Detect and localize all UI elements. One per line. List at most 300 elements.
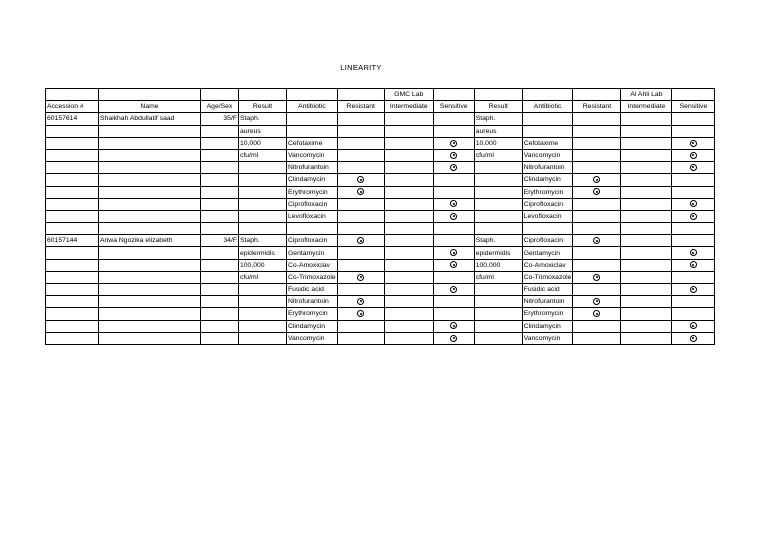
- header-accession: Accession #: [46, 101, 99, 113]
- alahli-intermediate-cell: [621, 149, 672, 161]
- alahli-result-cell: [474, 296, 522, 308]
- gmc-intermediate-cell: [384, 198, 433, 210]
- gmc-sensitive-cell: [433, 308, 474, 320]
- gmc-intermediate-cell: [384, 235, 433, 247]
- table-row: [46, 162, 715, 174]
- linearity-table: [45, 88, 715, 345]
- alahli-resistant-cell: [573, 296, 621, 308]
- alahli-result-cell: [474, 284, 522, 296]
- gmc-result-cell: 10,000: [239, 137, 287, 149]
- table-row: [46, 198, 715, 210]
- gmc-antibiotic-cell: Gentamycin: [287, 247, 338, 259]
- age-sex-cell: 35/F: [201, 113, 239, 125]
- alahli-resistant-cell: [573, 259, 621, 271]
- age-sex-cell: [201, 137, 239, 149]
- alahli-result-cell: [474, 198, 522, 210]
- alahli-intermediate-cell: [621, 284, 672, 296]
- alahli-sensitive-cell: [672, 284, 715, 296]
- alahli-antibiotic-cell: Clindamycin: [522, 320, 573, 332]
- gmc-intermediate-cell: [384, 332, 433, 344]
- accession-cell: [46, 125, 99, 137]
- alahli-resistant-cell: [573, 332, 621, 344]
- patient-name-cell: [99, 186, 201, 198]
- gmc-antibiotic-cell: [287, 125, 338, 137]
- gmc-result-cell: [239, 296, 287, 308]
- alahli-result-cell: [474, 174, 522, 186]
- alahli-sensitive-cell: [672, 332, 715, 344]
- result-mark-icon: [593, 274, 600, 281]
- gmc-intermediate-cell: [384, 149, 433, 161]
- alahli-result-cell: [474, 223, 522, 235]
- gmc-sensitive-cell: [433, 320, 474, 332]
- gmc-antibiotic-cell: Fusidic acid: [287, 284, 338, 296]
- alahli-sensitive-cell: [672, 198, 715, 210]
- patient-name-cell: [99, 210, 201, 222]
- gmc-resistant-cell: [337, 235, 384, 247]
- alahli-intermediate-cell: [621, 137, 672, 149]
- gmc-intermediate-cell: [384, 125, 433, 137]
- gmc-resistant-cell: [337, 284, 384, 296]
- alahli-antibiotic-cell: Levofloxacin: [522, 210, 573, 222]
- gmc-antibiotic-cell: Vancomycin: [287, 149, 338, 161]
- alahli-resistant-cell: [573, 210, 621, 222]
- alahli-antibiotic-cell: Vancomycin: [522, 149, 573, 161]
- accession-cell: [46, 137, 99, 149]
- alahli-sensitive-cell: [672, 113, 715, 125]
- header-result-2: Result: [474, 101, 522, 113]
- alahli-antibiotic-cell: Co-Amoxiclav: [522, 259, 573, 271]
- alahli-resistant-cell: [573, 162, 621, 174]
- alahli-result-cell: [474, 186, 522, 198]
- gmc-resistant-cell: [337, 223, 384, 235]
- accession-cell: [46, 210, 99, 222]
- alahli-antibiotic-cell: [522, 113, 573, 125]
- alahli-intermediate-cell: [621, 320, 672, 332]
- gmc-antibiotic-cell: Erythromycin: [287, 308, 338, 320]
- age-sex-cell: [201, 174, 239, 186]
- alahli-intermediate-cell: [621, 174, 672, 186]
- result-mark-icon: [357, 298, 364, 305]
- result-mark-icon: [690, 261, 697, 268]
- accession-cell: 60157144: [46, 235, 99, 247]
- patient-name-cell: [99, 259, 201, 271]
- alahli-sensitive-cell: [672, 149, 715, 161]
- gmc-result-cell: 100,000: [239, 259, 287, 271]
- result-mark-icon: [593, 188, 600, 195]
- result-mark-icon: [690, 152, 697, 159]
- alahli-sensitive-cell: [672, 308, 715, 320]
- result-mark-icon: [357, 176, 364, 183]
- patient-name-cell: [99, 162, 201, 174]
- alahli-antibiotic-cell: Ciprofloxacin: [522, 198, 573, 210]
- gmc-resistant-cell: [337, 137, 384, 149]
- accession-cell: [46, 247, 99, 259]
- alahli-sensitive-cell: [672, 210, 715, 222]
- result-mark-icon: [450, 322, 457, 329]
- gmc-result-cell: [239, 223, 287, 235]
- result-mark-icon: [450, 152, 457, 159]
- age-sex-cell: [201, 186, 239, 198]
- patient-name-cell: [99, 332, 201, 344]
- age-sex-cell: [201, 332, 239, 344]
- gmc-intermediate-cell: [384, 296, 433, 308]
- gmc-intermediate-cell: [384, 210, 433, 222]
- result-mark-icon: [593, 176, 600, 183]
- alahli-sensitive-cell: [672, 235, 715, 247]
- result-mark-icon: [450, 140, 457, 147]
- patient-name-cell: [99, 308, 201, 320]
- gmc-resistant-cell: [337, 186, 384, 198]
- age-sex-cell: [201, 296, 239, 308]
- alahli-intermediate-cell: [621, 162, 672, 174]
- table-row: [46, 284, 715, 296]
- gmc-antibiotic-cell: Erythromycin: [287, 186, 338, 198]
- alahli-sensitive-cell: [672, 247, 715, 259]
- gmc-intermediate-cell: [384, 259, 433, 271]
- gmc-intermediate-cell: [384, 174, 433, 186]
- gmc-resistant-cell: [337, 149, 384, 161]
- result-mark-icon: [450, 164, 457, 171]
- alahli-resistant-cell: [573, 113, 621, 125]
- patient-name-cell: [99, 320, 201, 332]
- age-sex-cell: [201, 223, 239, 235]
- patient-name-cell: [99, 247, 201, 259]
- patient-name-cell: Shaikhah Abdullatif saad: [99, 113, 201, 125]
- patient-name-cell: [99, 223, 201, 235]
- accession-cell: [46, 223, 99, 235]
- age-sex-cell: [201, 308, 239, 320]
- page-title: LINEARITY: [340, 63, 382, 72]
- header-intermediate: Intermediate: [384, 101, 433, 113]
- lab-header-row: [46, 89, 715, 101]
- gmc-intermediate-cell: [384, 284, 433, 296]
- gmc-result-cell: [239, 174, 287, 186]
- alahli-intermediate-cell: [621, 186, 672, 198]
- age-sex-cell: 34/F: [201, 235, 239, 247]
- age-sex-cell: [201, 210, 239, 222]
- alahli-result-cell: [474, 320, 522, 332]
- gmc-result-cell: cfu/ml: [239, 271, 287, 283]
- age-sex-cell: [201, 198, 239, 210]
- alahli-intermediate-cell: [621, 259, 672, 271]
- table-row: [46, 296, 715, 308]
- gmc-resistant-cell: [337, 174, 384, 186]
- header-intermediate-2: Intermediate: [621, 101, 672, 113]
- gmc-resistant-cell: [337, 308, 384, 320]
- alahli-result-cell: aureus: [474, 125, 522, 137]
- gmc-sensitive-cell: [433, 284, 474, 296]
- alahli-antibiotic-cell: Nitrofurantoin: [522, 162, 573, 174]
- patient-name-cell: [99, 284, 201, 296]
- result-mark-icon: [357, 237, 364, 244]
- gmc-antibiotic-cell: Co-Trimoxazole: [287, 271, 338, 283]
- alahli-antibiotic-cell: Gentamycin: [522, 247, 573, 259]
- table-row: [46, 210, 715, 222]
- age-sex-cell: [201, 162, 239, 174]
- result-mark-icon: [450, 213, 457, 220]
- alahli-result-cell: Staph.: [474, 235, 522, 247]
- alahli-intermediate-cell: [621, 235, 672, 247]
- gmc-result-cell: [239, 186, 287, 198]
- gmc-sensitive-cell: [433, 271, 474, 283]
- alahli-resistant-cell: [573, 308, 621, 320]
- alahli-sensitive-cell: [672, 186, 715, 198]
- header-age-sex: Age/Sex: [201, 101, 239, 113]
- patient-name-cell: Ariwa Ngozika elizabeth: [99, 235, 201, 247]
- alahli-antibiotic-cell: Clindamycin: [522, 174, 573, 186]
- alahli-resistant-cell: [573, 149, 621, 161]
- table-row: [46, 125, 715, 137]
- alahli-antibiotic-cell: Vancomycin: [522, 332, 573, 344]
- table-row: [46, 308, 715, 320]
- gmc-sensitive-cell: [433, 113, 474, 125]
- gmc-resistant-cell: [337, 125, 384, 137]
- gmc-intermediate-cell: [384, 271, 433, 283]
- accession-cell: [46, 271, 99, 283]
- gmc-sensitive-cell: [433, 125, 474, 137]
- gmc-result-cell: [239, 284, 287, 296]
- result-mark-icon: [593, 298, 600, 305]
- alahli-intermediate-cell: [621, 332, 672, 344]
- gmc-result-cell: epidermidis: [239, 247, 287, 259]
- age-sex-cell: [201, 320, 239, 332]
- accession-cell: [46, 186, 99, 198]
- alahli-sensitive-cell: [672, 271, 715, 283]
- gmc-intermediate-cell: [384, 223, 433, 235]
- gmc-result-cell: [239, 198, 287, 210]
- alahli-intermediate-cell: [621, 271, 672, 283]
- alahli-result-cell: 100,000: [474, 259, 522, 271]
- alahli-antibiotic-cell: Nitrofurantoin: [522, 296, 573, 308]
- header-name: Name: [99, 101, 201, 113]
- gmc-result-cell: [239, 332, 287, 344]
- alahli-intermediate-cell: [621, 308, 672, 320]
- result-mark-icon: [690, 249, 697, 256]
- result-mark-icon: [450, 249, 457, 256]
- age-sex-cell: [201, 247, 239, 259]
- alahli-sensitive-cell: [672, 137, 715, 149]
- result-mark-icon: [690, 213, 697, 220]
- alahli-antibiotic-cell: Erythromycin: [522, 308, 573, 320]
- header-antibiotic-2: Antibiotic: [522, 101, 573, 113]
- gmc-antibiotic-cell: Nitrofurantoin: [287, 296, 338, 308]
- gmc-sensitive-cell: [433, 210, 474, 222]
- gmc-antibiotic-cell: Clindamycin: [287, 174, 338, 186]
- gmc-resistant-cell: [337, 320, 384, 332]
- accession-cell: [46, 259, 99, 271]
- gmc-lab-label: GMC Lab: [384, 89, 433, 101]
- result-mark-icon: [357, 188, 364, 195]
- result-mark-icon: [357, 310, 364, 317]
- gmc-intermediate-cell: [384, 162, 433, 174]
- alahli-result-cell: [474, 308, 522, 320]
- alahli-resistant-cell: [573, 186, 621, 198]
- gmc-result-cell: [239, 210, 287, 222]
- alahli-result-cell: [474, 162, 522, 174]
- alahli-intermediate-cell: [621, 125, 672, 137]
- table-row: [46, 137, 715, 149]
- alahli-resistant-cell: [573, 235, 621, 247]
- age-sex-cell: [201, 284, 239, 296]
- alahli-antibiotic-cell: Erythromycin: [522, 186, 573, 198]
- gmc-result-cell: Staph.: [239, 235, 287, 247]
- result-mark-icon: [690, 322, 697, 329]
- table-row: [46, 149, 715, 161]
- accession-cell: 60157614: [46, 113, 99, 125]
- alahli-sensitive-cell: [672, 162, 715, 174]
- result-mark-icon: [593, 237, 600, 244]
- gmc-intermediate-cell: [384, 137, 433, 149]
- table-row: [46, 271, 715, 283]
- table-row: [46, 247, 715, 259]
- gmc-antibiotic-cell: Clindamycin: [287, 320, 338, 332]
- gmc-sensitive-cell: [433, 259, 474, 271]
- gmc-antibiotic-cell: Cefotaxime: [287, 137, 338, 149]
- table-row: [46, 186, 715, 198]
- gmc-intermediate-cell: [384, 308, 433, 320]
- gmc-resistant-cell: [337, 162, 384, 174]
- patient-name-cell: [99, 137, 201, 149]
- header-antibiotic: Antibiotic: [287, 101, 338, 113]
- alahli-antibiotic-cell: [522, 223, 573, 235]
- patient-name-cell: [99, 125, 201, 137]
- alahli-intermediate-cell: [621, 198, 672, 210]
- alahli-resistant-cell: [573, 223, 621, 235]
- gmc-result-cell: Staph.: [239, 113, 287, 125]
- alahli-sensitive-cell: [672, 174, 715, 186]
- gmc-sensitive-cell: [433, 332, 474, 344]
- gmc-sensitive-cell: [433, 137, 474, 149]
- gmc-resistant-cell: [337, 271, 384, 283]
- gmc-result-cell: [239, 162, 287, 174]
- gmc-resistant-cell: [337, 210, 384, 222]
- result-mark-icon: [593, 310, 600, 317]
- table-row: [46, 113, 715, 125]
- gmc-resistant-cell: [337, 296, 384, 308]
- gmc-result-cell: [239, 320, 287, 332]
- gmc-antibiotic-cell: Levofloxacin: [287, 210, 338, 222]
- table-row: [46, 259, 715, 271]
- alahli-resistant-cell: [573, 284, 621, 296]
- result-mark-icon: [450, 261, 457, 268]
- alahli-lab-label: Al Ahli Lab: [621, 89, 672, 101]
- result-mark-icon: [690, 286, 697, 293]
- accession-cell: [46, 308, 99, 320]
- result-mark-icon: [357, 274, 364, 281]
- accession-cell: [46, 332, 99, 344]
- alahli-antibiotic-cell: Fusidic acid: [522, 284, 573, 296]
- result-mark-icon: [690, 200, 697, 207]
- alahli-result-cell: 10,000: [474, 137, 522, 149]
- alahli-result-cell: [474, 332, 522, 344]
- result-mark-icon: [450, 286, 457, 293]
- gmc-antibiotic-cell: Ciprofloxacin: [287, 235, 338, 247]
- gmc-sensitive-cell: [433, 235, 474, 247]
- header-result: Result: [239, 101, 287, 113]
- patient-name-cell: [99, 198, 201, 210]
- gmc-antibiotic-cell: Co-Amoxiclav: [287, 259, 338, 271]
- gmc-sensitive-cell: [433, 149, 474, 161]
- accession-cell: [46, 162, 99, 174]
- accession-cell: [46, 284, 99, 296]
- gmc-sensitive-cell: [433, 296, 474, 308]
- table-row: [46, 320, 715, 332]
- result-mark-icon: [690, 164, 697, 171]
- gmc-result-cell: cfu/ml: [239, 149, 287, 161]
- accession-cell: [46, 149, 99, 161]
- alahli-intermediate-cell: [621, 113, 672, 125]
- gmc-resistant-cell: [337, 247, 384, 259]
- alahli-resistant-cell: [573, 125, 621, 137]
- alahli-antibiotic-cell: Cefotaxime: [522, 137, 573, 149]
- alahli-result-cell: [474, 210, 522, 222]
- gmc-sensitive-cell: [433, 223, 474, 235]
- gmc-antibiotic-cell: Nitrofurantoin: [287, 162, 338, 174]
- age-sex-cell: [201, 271, 239, 283]
- gmc-intermediate-cell: [384, 320, 433, 332]
- alahli-sensitive-cell: [672, 320, 715, 332]
- alahli-result-cell: cfu/ml: [474, 149, 522, 161]
- gmc-sensitive-cell: [433, 198, 474, 210]
- gmc-result-cell: aureus: [239, 125, 287, 137]
- patient-name-cell: [99, 271, 201, 283]
- header-resistant-2: Resistant: [573, 101, 621, 113]
- alahli-resistant-cell: [573, 271, 621, 283]
- alahli-sensitive-cell: [672, 125, 715, 137]
- gmc-antibiotic-cell: Ciprofloxacin: [287, 198, 338, 210]
- table-row: [46, 332, 715, 344]
- alahli-resistant-cell: [573, 247, 621, 259]
- accession-cell: [46, 320, 99, 332]
- age-sex-cell: [201, 259, 239, 271]
- alahli-resistant-cell: [573, 174, 621, 186]
- result-mark-icon: [690, 140, 697, 147]
- gmc-intermediate-cell: [384, 247, 433, 259]
- alahli-antibiotic-cell: [522, 125, 573, 137]
- header-sensitive-2: Sensitive: [672, 101, 715, 113]
- result-mark-icon: [450, 200, 457, 207]
- table-row: [46, 174, 715, 186]
- age-sex-cell: [201, 125, 239, 137]
- gmc-intermediate-cell: [384, 113, 433, 125]
- result-mark-icon: [690, 335, 697, 342]
- table-row: [46, 223, 715, 235]
- alahli-sensitive-cell: [672, 259, 715, 271]
- patient-name-cell: [99, 149, 201, 161]
- accession-cell: [46, 198, 99, 210]
- age-sex-cell: [201, 149, 239, 161]
- column-header-row: [46, 101, 715, 113]
- gmc-intermediate-cell: [384, 186, 433, 198]
- gmc-antibiotic-cell: Vancomycin: [287, 332, 338, 344]
- alahli-intermediate-cell: [621, 296, 672, 308]
- alahli-result-cell: cfu/ml: [474, 271, 522, 283]
- alahli-intermediate-cell: [621, 247, 672, 259]
- gmc-sensitive-cell: [433, 186, 474, 198]
- alahli-resistant-cell: [573, 198, 621, 210]
- alahli-intermediate-cell: [621, 223, 672, 235]
- header-sensitive: Sensitive: [433, 101, 474, 113]
- gmc-result-cell: [239, 308, 287, 320]
- header-resistant: Resistant: [337, 101, 384, 113]
- gmc-resistant-cell: [337, 198, 384, 210]
- table-row: [46, 235, 715, 247]
- gmc-antibiotic-cell: [287, 223, 338, 235]
- alahli-result-cell: Staph.: [474, 113, 522, 125]
- gmc-resistant-cell: [337, 332, 384, 344]
- gmc-resistant-cell: [337, 113, 384, 125]
- gmc-sensitive-cell: [433, 174, 474, 186]
